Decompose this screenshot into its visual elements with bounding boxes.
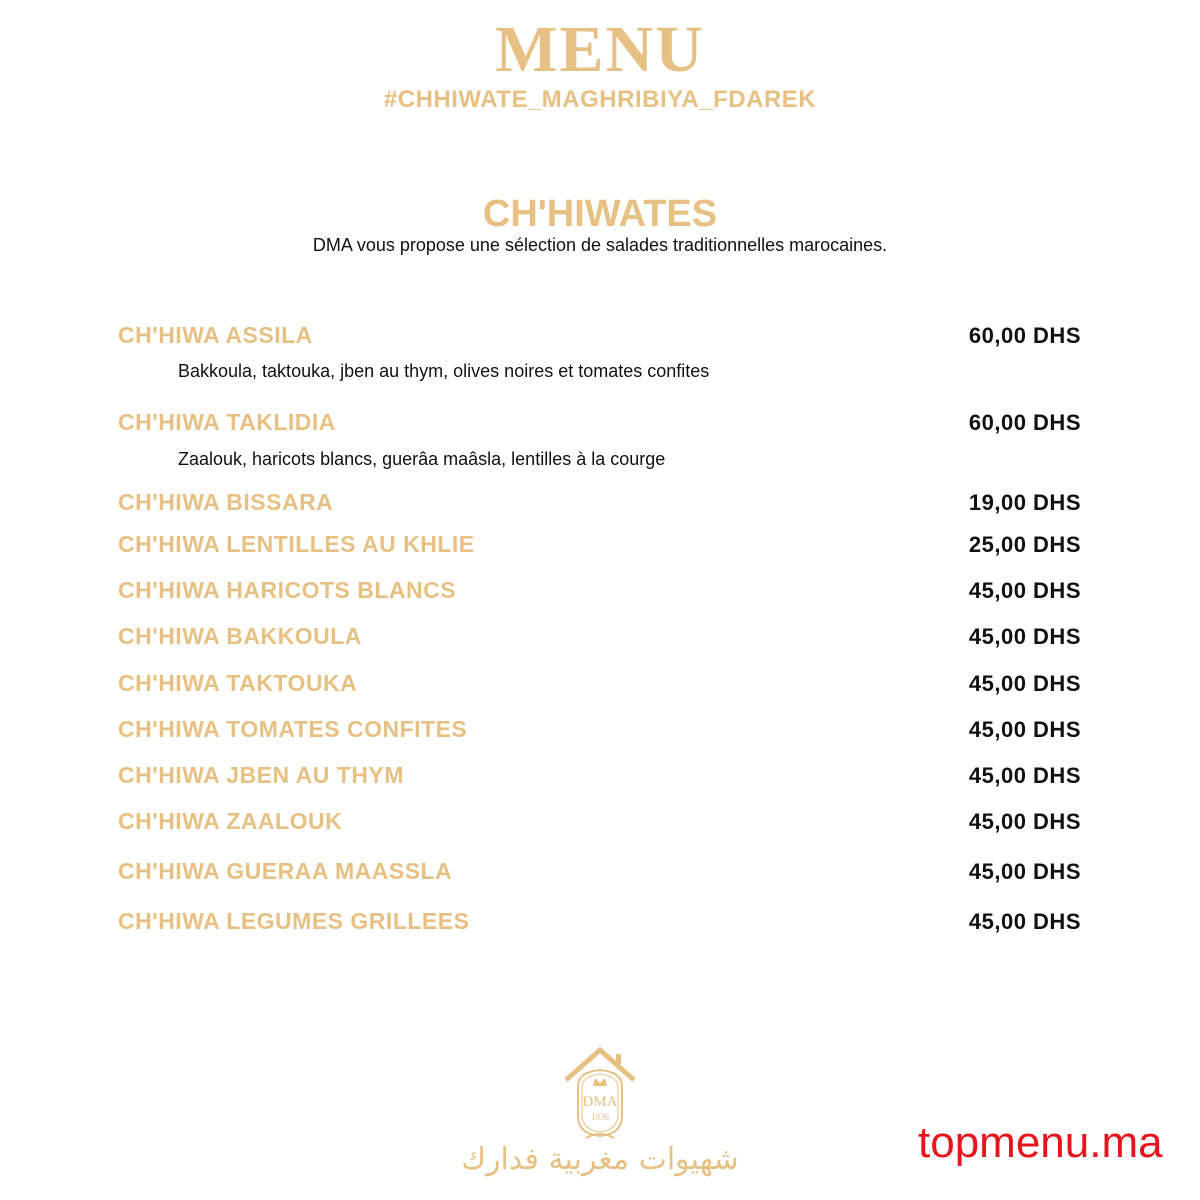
item-description: Zaalouk, haricots blancs, guerâa maâsla, lentilles à la courge: [178, 449, 666, 469]
item-price: 45,00 DHS: [968, 859, 1081, 884]
item-price: 45,00 DHS: [968, 717, 1081, 742]
section-title: CH'HIWATES: [482, 193, 718, 235]
dma-logo-icon: [560, 1046, 640, 1146]
item-name: CH'HIWA TOMATES CONFITES: [118, 716, 468, 742]
item-name: CH'HIWA ZAALOUK: [118, 808, 343, 834]
hashtag: #CHHIWATE_MAGHRIBIYA_FDAREK: [383, 86, 817, 113]
item-name: CH'HIWA BISSARA: [118, 489, 334, 515]
watermark: topmenu.ma: [918, 1118, 1163, 1167]
item-price: 60,00 DHS: [968, 410, 1081, 435]
item-name: CH'HIWA LENTILLES AU KHLIE: [118, 531, 475, 557]
item-price: 45,00 DHS: [968, 624, 1081, 649]
item-description: Bakkoula, taktouka, jben au thym, olives noires et tomates confites: [178, 361, 710, 381]
item-name: CH'HIWA BAKKOULA: [118, 623, 362, 649]
item-name: CH'HIWA LEGUMES GRILLEES: [118, 908, 470, 934]
item-price: 45,00 DHS: [968, 578, 1081, 603]
item-name: CH'HIWA TAKLIDIA: [118, 409, 336, 435]
item-price: 45,00 DHS: [968, 763, 1081, 788]
item-price: 25,00 DHS: [968, 532, 1081, 557]
item-name: CH'HIWA ASSILA: [118, 322, 313, 348]
item-name: CH'HIWA HARICOTS BLANCS: [118, 577, 457, 603]
item-name: CH'HIWA GUERAA MAASSLA: [118, 858, 453, 884]
item-name: CH'HIWA TAKTOUKA: [118, 670, 358, 696]
svg-text:1936: 1936: [591, 1112, 609, 1122]
item-price: 19,00 DHS: [968, 490, 1081, 515]
item-price: 60,00 DHS: [968, 323, 1081, 348]
item-name: CH'HIWA JBEN AU THYM: [118, 762, 404, 788]
section-description: DMA vous propose une sélection de salades traditionnelles marocaines.: [312, 235, 888, 255]
menu-title: MENU: [495, 13, 705, 86]
item-price: 45,00 DHS: [968, 809, 1081, 834]
item-price: 45,00 DHS: [968, 671, 1081, 696]
arabic-slogan: شهيوات مغربية فدارك: [461, 1142, 739, 1177]
item-price: 45,00 DHS: [968, 909, 1081, 934]
svg-text:DMA: DMA: [582, 1094, 618, 1110]
